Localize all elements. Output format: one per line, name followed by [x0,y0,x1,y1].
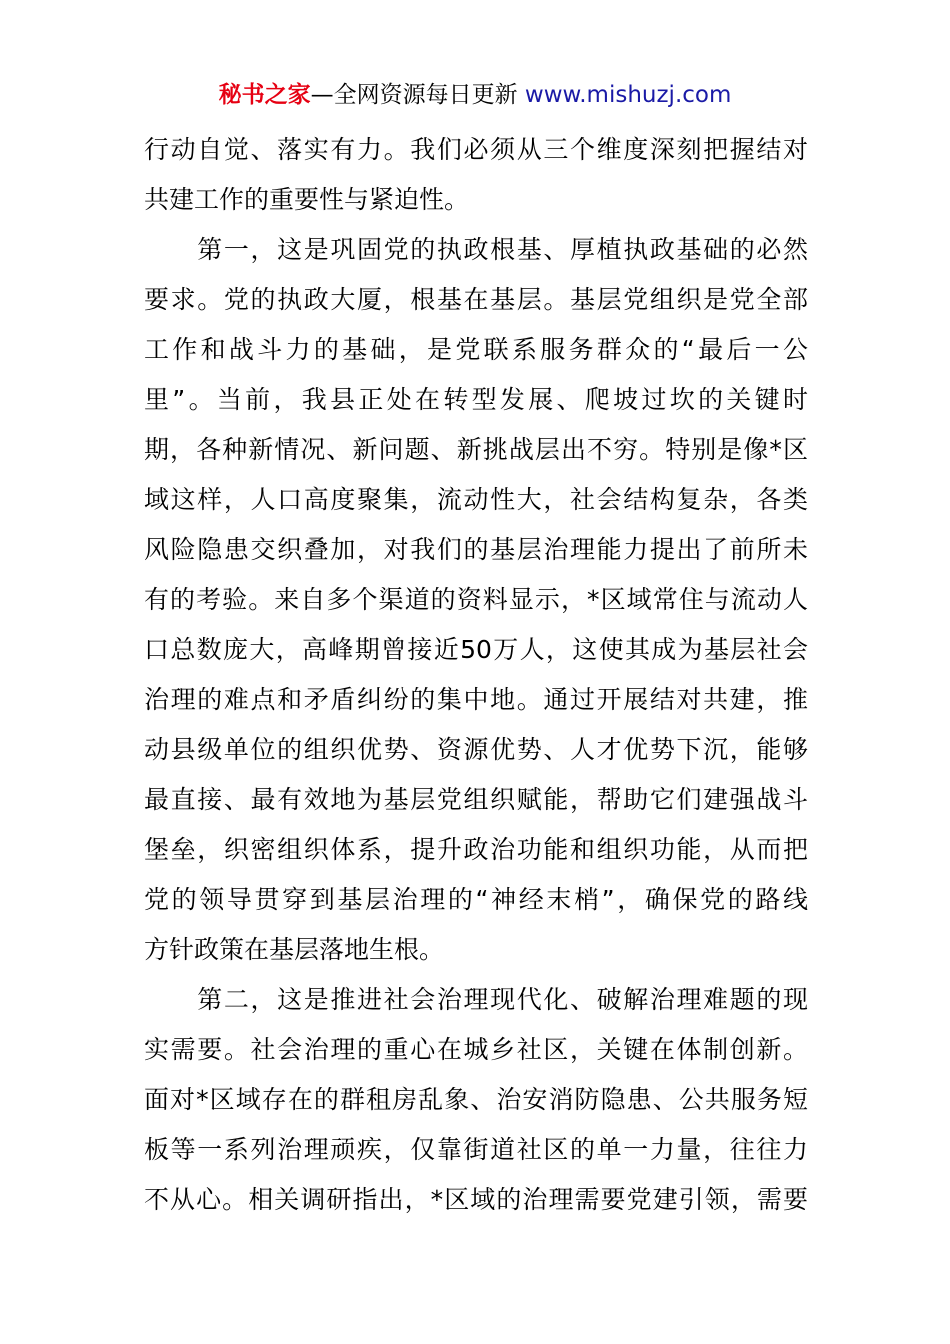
document-body [144,125,808,1225]
text-line: 工作和战斗力的基础，是党联系服务群众的“最后一公 [144,335,808,364]
text-line: 域这样，人口高度聚集，流动性大，社会结构复杂，各类 [144,485,808,514]
text-line: 板等一系列治理顽疾，仅靠街道社区的单一力量，往往力 [144,1135,808,1164]
text-line: 最直接、最有效地为基层党组织赋能，帮助它们建强战斗 [144,785,808,814]
text-line: 行动自觉、落实有力。我们必须从三个维度深刻把握结对 [144,135,808,164]
text-line: 共建工作的重要性与紧迫性。 [144,185,470,214]
header-url[interactable]: www.mishuzj.com [524,82,732,108]
text-line: 风险隐患交织叠加，对我们的基层治理能力提出了前所未 [144,535,808,564]
text-line: 面对*区域存在的群租房乱象、治安消防隐患、公共服务短 [144,1085,808,1114]
text-line: 有的考验。来自多个渠道的资料显示，*区域常住与流动人 [144,585,808,614]
text-line: 期，各种新情况、新问题、新挑战层出不穷。特别是像*区 [144,435,808,464]
text-line: 口总数庞大，高峰期曾接近50万人，这使其成为基层社会 [144,635,808,664]
text-line: 不从心。相关调研指出，*区域的治理需要党建引领，需要 [144,1185,808,1214]
text-line: 第二，这是推进社会治理现代化、破解治理难题的现 [144,985,808,1014]
text-line: 动县级单位的组织优势、资源优势、人才优势下沉，能够 [144,735,808,764]
text-line: 里”。当前，我县正处在转型发展、爬坡过坎的关键时 [144,385,808,414]
text-line: 堡垒，织密组织体系，提升政治功能和组织功能，从而把 [144,835,808,864]
header-tagline: —全网资源每日更新 [310,82,525,108]
page-header [0,80,950,110]
text-line: 治理的难点和矛盾纠纷的集中地。通过开展结对共建，推 [144,685,808,714]
text-line: 党的领导贯穿到基层治理的“神经末梢”，确保党的路线 [144,885,808,914]
text-line: 方针政策在基层落地生根。 [144,935,445,964]
header-brand: 秘书之家 [218,82,311,108]
text-line: 要求。党的执政大厦，根基在基层。基层党组织是党全部 [144,285,808,314]
text-line: 实需要。社会治理的重心在城乡社区，关键在体制创新。 [144,1035,808,1064]
text-line: 第一，这是巩固党的执政根基、厚植执政基础的必然 [144,235,808,264]
